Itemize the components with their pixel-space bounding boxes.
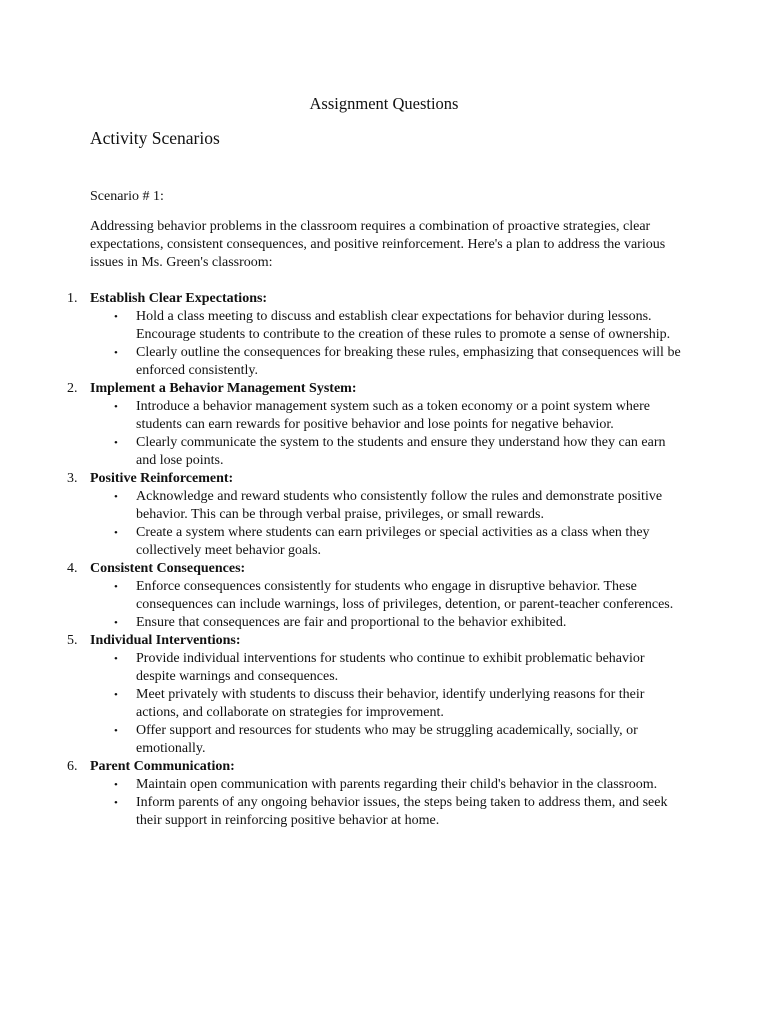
step-title: Individual Interventions: <box>90 633 241 648</box>
bullet-text: Offer support and resources for students who may be struggling academically, socially, or emotionally. <box>136 723 638 756</box>
bullet-text: Hold a class meeting to discuss and establish clear expectations for behavior during lessons. Encourage students to contribute to the creation of these rules to promote a sense of ownership. <box>136 309 671 342</box>
bullet-item <box>114 578 684 614</box>
bullet-item <box>114 488 684 524</box>
bullet-item <box>114 722 684 758</box>
bullet-item <box>114 686 684 722</box>
section-heading: Activity Scenarios <box>90 128 220 148</box>
bullet-item <box>114 650 684 686</box>
bullet-item <box>114 398 684 434</box>
bullet-text: Meet privately with students to discuss their behavior, identify underlying reasons for their actions, and collaborate on strategies for improvement. <box>136 687 645 720</box>
intro-paragraph: Addressing behavior problems in the classroom requires a combination of proactive strategies, clear expectations, consistent consequences, and positive reinforcement. Here's a plan to address the various issues in Ms. Green's classroom: <box>90 219 666 270</box>
bullet-text: Maintain open communication with parents regarding their child's behavior in the classroom. <box>136 777 658 792</box>
bullet-text: Ensure that consequences are fair and proportional to the behavior exhibited. <box>136 615 567 630</box>
step-title: Establish Clear Expectations: <box>90 291 268 306</box>
step-title: Consistent Consequences: <box>90 561 246 576</box>
step-number: 5. <box>67 633 78 648</box>
bullet-dot-icon: • <box>114 401 118 413</box>
bullet-text: Clearly communicate the system to the students and ensure they understand how they can earn and lose points. <box>136 435 666 468</box>
bullet-dot-icon: • <box>114 581 118 593</box>
bullet-dot-icon: • <box>114 527 118 539</box>
bullet-text: Clearly outline the consequences for breaking these rules, emphasizing that consequences will be enforced consistently. <box>136 345 681 378</box>
bullet-dot-icon: • <box>114 311 118 323</box>
bullet-item <box>114 614 684 632</box>
bullet-dot-icon: • <box>114 653 118 665</box>
bullet-text: Introduce a behavior management system such as a token economy or a point system where students can earn rewards for positive behavior and lose points for negative behavior. <box>136 399 650 432</box>
bullet-dot-icon: • <box>114 437 118 449</box>
bullet-dot-icon: • <box>114 347 118 359</box>
step-number: 6. <box>67 759 78 774</box>
bullet-list <box>0 308 768 380</box>
bullet-list <box>0 488 768 560</box>
bullet-list <box>0 578 768 632</box>
bullet-list <box>0 398 768 470</box>
bullet-item <box>114 524 684 560</box>
plan-step <box>0 560 768 632</box>
document-title: Assignment Questions <box>309 94 459 113</box>
bullet-dot-icon: • <box>114 617 118 629</box>
bullet-dot-icon: • <box>114 779 118 791</box>
scenario-label: Scenario # 1: <box>90 189 164 204</box>
bullet-dot-icon: • <box>114 725 118 737</box>
bullet-item <box>114 794 684 830</box>
step-title: Positive Reinforcement: <box>90 471 234 486</box>
plan-step <box>0 758 768 830</box>
plan-step <box>0 380 768 470</box>
plan-step <box>0 290 768 380</box>
bullet-item <box>114 434 684 470</box>
step-number: 4. <box>67 561 78 576</box>
bullet-text: Provide individual interventions for students who continue to exhibit problematic behavior despite warnings and consequences. <box>136 651 645 684</box>
step-number: 2. <box>67 381 78 396</box>
plan-step <box>0 632 768 758</box>
plan-step <box>0 470 768 560</box>
step-number: 3. <box>67 471 78 486</box>
bullet-list <box>0 650 768 758</box>
bullet-dot-icon: • <box>114 491 118 503</box>
bullet-item <box>114 344 684 380</box>
plan-list <box>0 290 768 830</box>
bullet-text: Inform parents of any ongoing behavior issues, the steps being taken to address them, and seek their support in reinforcing positive behavior at home. <box>136 795 668 828</box>
step-number: 1. <box>67 291 78 306</box>
bullet-text: Enforce consequences consistently for students who engage in disruptive behavior. These consequences can include warnings, loss of privileges, detention, or parent-teacher conferences. <box>136 579 674 612</box>
bullet-list <box>0 776 768 830</box>
step-title: Parent Communication: <box>90 759 235 774</box>
bullet-dot-icon: • <box>114 797 118 809</box>
bullet-text: Acknowledge and reward students who consistently follow the rules and demonstrate positive behavior. This can be through verbal praise, privileges, or small rewards. <box>136 489 663 522</box>
bullet-text: Create a system where students can earn privileges or special activities as a class when they collectively meet behavior goals. <box>136 525 650 558</box>
bullet-item <box>114 308 684 344</box>
bullet-item <box>114 776 684 794</box>
step-title: Implement a Behavior Management System: <box>90 381 357 396</box>
bullet-dot-icon: • <box>114 689 118 701</box>
